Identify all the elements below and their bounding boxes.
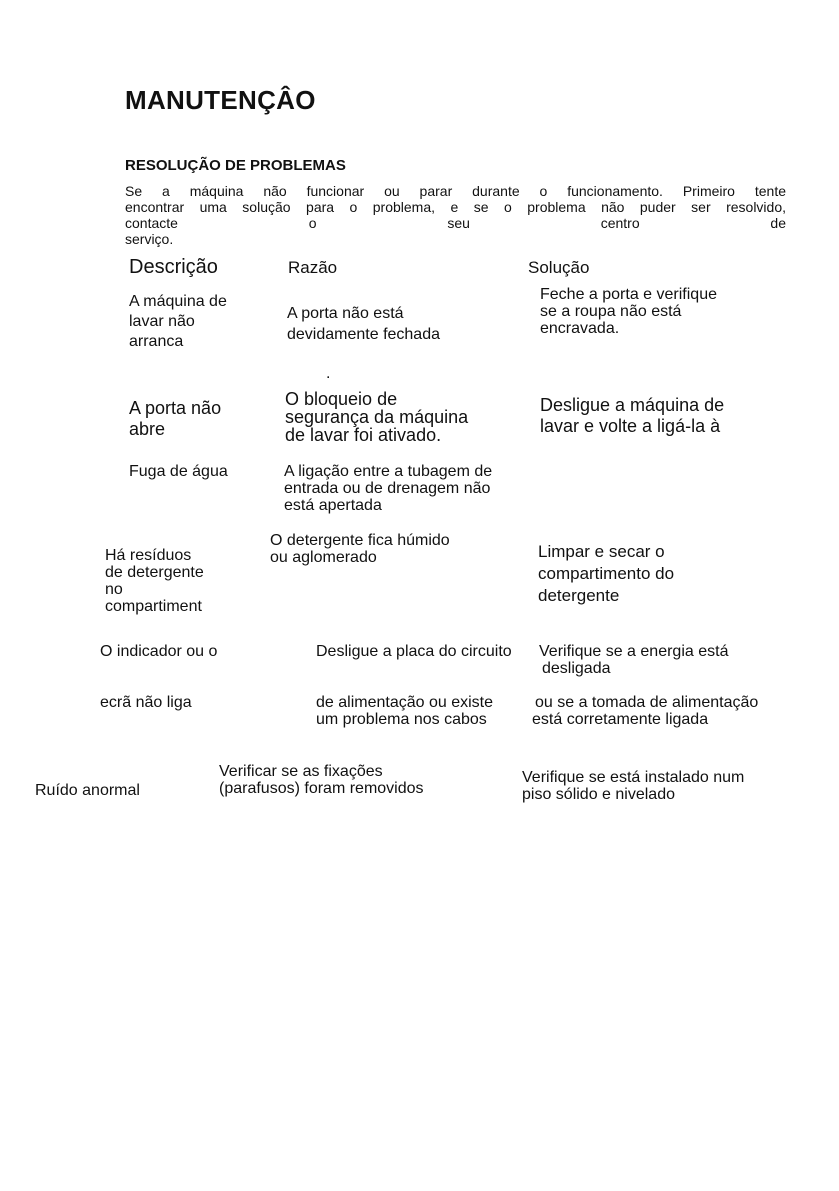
row2-solution: Desligue a máquina de lavar e volte a ligá-la à <box>540 395 725 436</box>
row5-solution-line1: Verifique se a energia está <box>539 643 729 660</box>
row6-solution: Verifique se está instalado num piso sólido e nivelado <box>522 769 745 803</box>
row4-solution: Limpar e secar o compartimento do detergente <box>538 542 675 605</box>
intro-line: contacte o seu centro de <box>125 215 786 231</box>
header-description: Descrição <box>129 256 218 278</box>
row6-reason: Verificar se as fixações (parafusos) foram removidos <box>219 763 424 797</box>
row5-solution-line4: está corretamente ligada <box>532 711 709 728</box>
intro-line: Se a máquina não funcionar ou parar durante o funcionamento. Primeiro tente <box>125 183 786 199</box>
row5-solution-line3: ou se a tomada de alimentação <box>535 694 759 711</box>
row5-reason-line1: Desligue a placa do circuito <box>316 643 512 660</box>
section-title: RESOLUÇÃO DE PROBLEMAS <box>125 157 346 174</box>
intro-line: serviço. <box>125 231 174 247</box>
intro-line: encontrar uma solução para o problema, e se o problema não puder ser resolvido, <box>125 199 786 215</box>
header-solution: Solução <box>528 258 590 277</box>
row4-description: Há resíduos de detergente no compartiment <box>105 547 204 615</box>
row5-solution-line2: desligada <box>542 660 611 677</box>
row1-description: A máquina de lavar não arranca <box>129 293 227 350</box>
row3-reason: A ligação entre a tubagem de entrada ou de drenagem não está apertada <box>284 463 493 514</box>
intro-paragraph <box>125 183 786 247</box>
row2-description: A porta não abre <box>129 398 222 439</box>
page-title: MANUTENÇÂO <box>125 85 316 115</box>
row3-description: Fuga de água <box>129 463 228 480</box>
row4-reason: O detergente fica húmido ou aglomerado <box>270 532 450 566</box>
row2-reason: O bloqueio de segurança da máquina de lavar foi ativado. <box>285 389 469 445</box>
row5-description-line2: ecrã não liga <box>100 694 192 711</box>
row1-solution: Feche a porta e verifique se a roupa não está encravada. <box>540 286 717 337</box>
row5-reason-lines: de alimentação ou existe um problema nos cabos <box>316 694 493 728</box>
row1-reason: A porta não está devidamente fechada <box>287 305 440 343</box>
row5-description-line1: O indicador ou o <box>100 643 218 660</box>
header-reason: Razão <box>288 258 338 277</box>
stray-dot: . <box>326 365 331 382</box>
row6-description: Ruído anormal <box>35 782 140 799</box>
